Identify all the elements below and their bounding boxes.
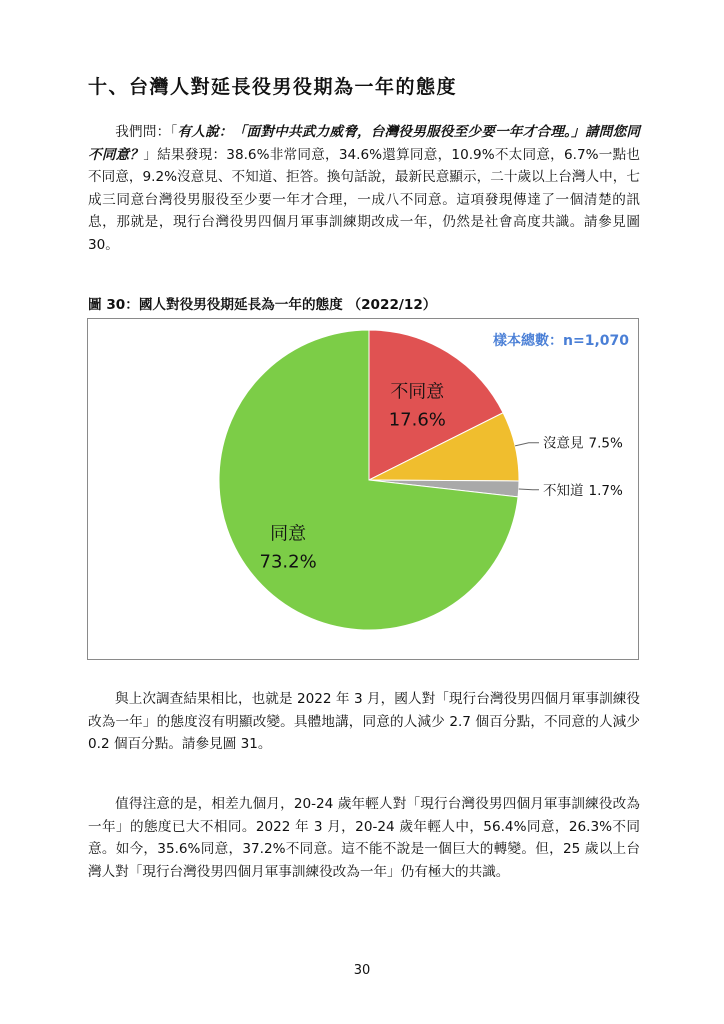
sample-size-label: 樣本總數：n=1,070 <box>493 333 629 349</box>
survey-question-quote: 有人說：「面對中共武力威脅，台灣役男服役至少要一年才合理。」請問您同不同意？ <box>88 124 640 163</box>
pie-chart-frame <box>87 318 639 660</box>
slice-value-disagree: 17.6% <box>388 409 446 431</box>
slice-value-dont-know: 1.7% <box>588 482 623 499</box>
slice-label-no-opinion: 沒意見 <box>543 435 584 452</box>
para1-lead: 我們問：「 <box>115 124 178 140</box>
paragraph-comparison <box>88 688 640 756</box>
leader-line-no-opinion <box>515 443 539 446</box>
pie-chart <box>88 319 638 659</box>
para2-text: 與上次調查結果相比，也就是 2022 年 3 月，國人對「現行台灣役男四個月軍事訓練役改為一年」的態度沒有明顯改變。具體地講，同意的人減少 2.7 個百分點，不同意的人減少 0.2 個百分點。請參見圖 31。 <box>88 691 640 753</box>
slice-label-agree: 同意 <box>270 523 307 545</box>
paragraph-survey-result <box>88 121 640 257</box>
slice-value-no-opinion: 7.5% <box>588 435 623 452</box>
slice-value-agree: 73.2% <box>259 551 317 573</box>
outside-label-no-opinion <box>543 436 623 452</box>
paragraph-youth-change <box>88 793 640 883</box>
leader-line-dont-know <box>519 489 539 490</box>
slice-label-disagree: 不同意 <box>390 381 445 403</box>
para3-text: 值得注意的是，相差九個月，20-24 歲年輕人對「現行台灣役男四個月軍事訓練役改為一年」的態度已大不相同。2022 年 3 月，20-24 歲年輕人中，56.4%同意，26.3%不同意。如今，35.6%同意，37.2%不同意。這不能不說是一個巨大的轉變。但，25 歲以上台灣人對「現行台灣役男四個月軍事訓練役改為一年」仍有極大的共識。 <box>88 796 640 880</box>
page-number: 30 <box>353 963 371 978</box>
slice-label-dont-know: 不知道 <box>543 482 584 499</box>
section-heading: 十、台灣人對延長役男役期為一年的態度 <box>88 76 458 98</box>
figure-caption: 圖 30：國人對役男役期延長為一年的態度 （2022/12） <box>88 297 437 313</box>
para1-body: 」結果發現：38.6%非常同意，34.6%還算同意，10.9%不太同意，6.7%一點也不同意，9.2%沒意見、不知道、拒答。換句話說，最新民意顯示，二十歲以上台灣人中，七成三同意台灣役男服役至少要一年才合理，一成八不同意。這項發現傳達了一個清楚的訊息，那就是，現行台灣役男四個月軍事訓練期改成一年，仍然是社會高度共識。請參見圖 30。 <box>88 146 641 253</box>
outside-label-dont-know <box>543 483 623 499</box>
